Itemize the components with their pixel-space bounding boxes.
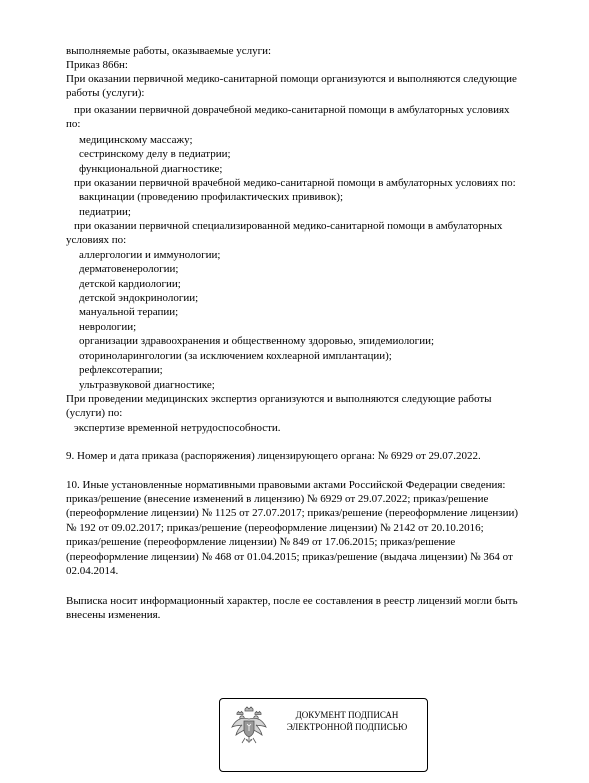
document-text-line: при оказании первичной врачебной медико-санитарной помощи в амбулаторных условиях по: [74,177,516,189]
document-text-line: рефлексотерапии; [79,364,163,376]
document-text-line: выполняемые работы, оказываемые услуги: [66,45,272,57]
document-text-line: работы (услуги): [66,87,145,99]
coat-of-arms-icon [230,705,268,745]
document-text-line: Приказ 866н: [66,59,128,71]
document-text-line: при оказании первичной доврачебной медико-санитарной помощи в амбулаторных условиях [74,104,510,116]
electronic-signature-stamp [219,698,428,772]
document-text-line: приказ/решение (переоформление лицензии) № 849 от 17.06.2015; приказ/решение [66,536,456,548]
document-text-line: детской кардиологии; [79,278,181,290]
document-text-line: приказ/решение (внесение изменений в лицензию) № 6929 от 29.07.2022; приказ/решение [66,493,489,505]
document-text-line: дерматовенерологии; [79,263,179,275]
document-text-line: (переоформление лицензии) № 468 от 01.04.2015; приказ/решение (выдача лицензии) № 364 от [66,551,513,563]
document-text-line: 9. Номер и дата приказа (распоряжения) лицензирующего органа: № 6929 от 29.07.2022. [66,450,481,462]
document-text-line: функциональной диагностике; [79,163,223,175]
document-text-line: внесены изменения. [66,609,161,621]
document-text-line: неврологии; [79,321,137,333]
document-text-line: 02.04.2014. [66,565,119,577]
document-text-line: организации здравоохранения и общественному здоровью, эпидемиологии; [79,335,435,347]
document-text-line: аллергологии и иммунологии; [79,249,221,261]
document-text-line: сестринскому делу в педиатрии; [79,148,231,160]
document-text-line: условиях по: [66,234,127,246]
document-text-line: ультразвуковой диагностике; [79,379,215,391]
document-text-line: вакцинации (проведению профилактических прививок); [79,191,344,203]
document-text-line: при оказании первичной специализированной медико-санитарной помощи в амбулаторных [74,220,503,232]
stamp-line-2: ЭЛЕКТРОННОЙ ПОДПИСЬЮ [286,722,408,732]
document-text-line: медицинскому массажу; [79,134,193,146]
document-text-line: При оказании первичной медико-санитарной помощи организуются и выполняются следующие [66,73,517,85]
document-text-line: детской эндокринологии; [79,292,199,304]
document-text-line: мануальной терапии; [79,306,179,318]
document-text-line: педиатрии; [79,206,131,218]
document-text-line: 10. Иные установленные нормативными правовыми актами Российской Федерации сведения: [66,479,506,491]
document-text-line: оториноларингологии (за исключением кохлеарной имплантации); [79,350,392,362]
document-text-line: экспертизе временной нетрудоспособности. [74,422,281,434]
document-text-line: по: [66,118,81,130]
document-text-line: (переоформление лицензии) № 1125 от 27.07.2017; приказ/решение (переоформление лицензии) [66,507,519,519]
stamp-line-1: ДОКУМЕНТ ПОДПИСАН [295,710,399,720]
document-text-line: № 192 от 09.02.2017; приказ/решение (переоформление лицензии) № 2142 от 20.10.2016; [66,522,484,534]
document-text-line: При проведении медицинских экспертиз организуются и выполняются следующие работы [66,393,492,405]
document-text-line: (услуги) по: [66,407,123,419]
document-text-line: Выписка носит информационный характер, после ее составления в реестр лицензий могли быть [66,595,518,607]
